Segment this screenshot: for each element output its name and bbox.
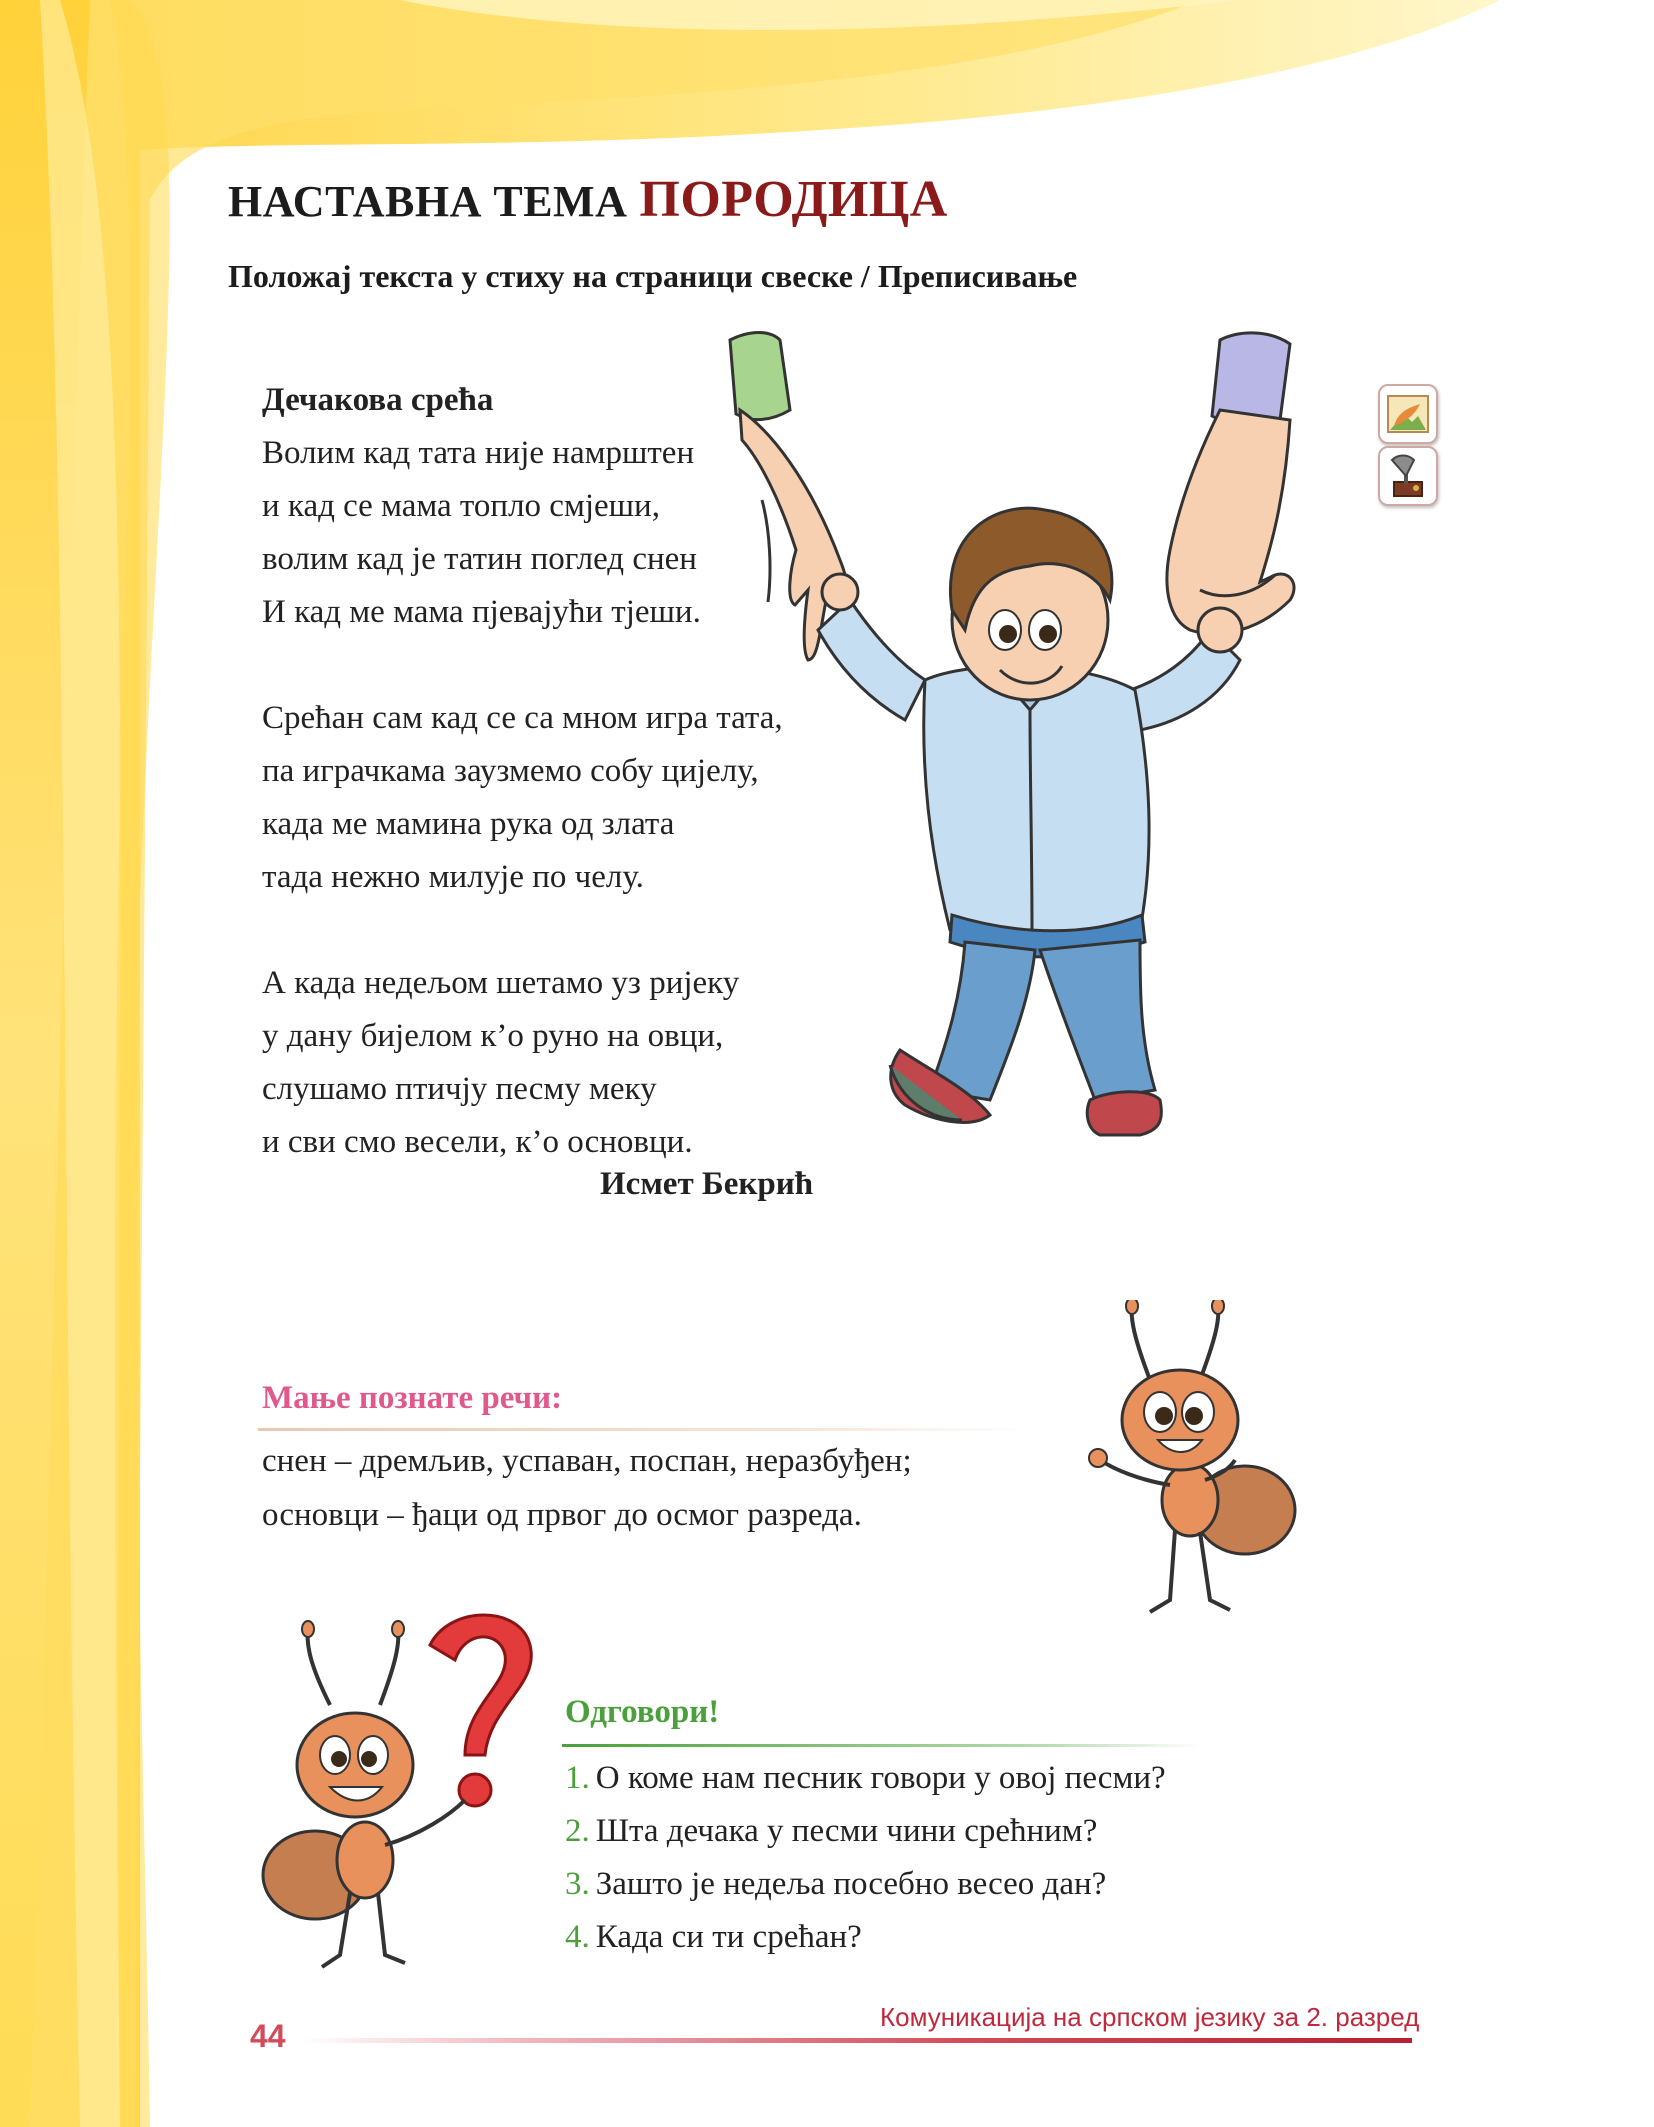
vocabulary-list [262,1434,912,1542]
question-number: 1. [565,1760,590,1796]
question-item [565,1858,1166,1911]
poem-line: у дану бијелом к’о руно на овци, [262,1018,724,1054]
gramophone-icon[interactable] [1378,446,1438,506]
question-text: О коме нам песник говори у овој песми? [595,1760,1166,1796]
poem-line: и сви смо весели, к’о основци. [262,1124,693,1160]
vocabulary-heading: Мање познате речи: [262,1380,563,1416]
poem-line: па играчкама заузмемо собу цијелу, [262,753,759,789]
book-title: Комуникација на српском језику за 2. разред [880,2002,1420,2032]
footer-divider [300,2038,1412,2043]
topic-title [228,170,948,229]
question-number: 2. [565,1813,590,1849]
answer-heading: Одговори! [565,1694,720,1730]
vocabulary-item: снен – дремљив, успаван, поспан, неразбуђен; [262,1443,912,1479]
poem-line: слушамо птичју песму меку [262,1071,657,1107]
question-item [565,1911,1166,1964]
poem-line: када ме мамина рука од злата [262,806,675,842]
poem-line: Волим кад тата није намрштен [262,435,695,471]
waving-ant-illustration [1080,1300,1300,1630]
image-icon[interactable] [1378,384,1438,444]
answer-underline [562,1744,1202,1747]
question-item [565,1805,1166,1858]
poem-line: и кад се мама топло смјеши, [262,488,660,524]
page-number: 44 [250,2018,286,2054]
poem-line: волим кад је татин поглед снен [262,541,697,577]
poem-title: Дечакова срећа [262,382,494,418]
question-item [565,1752,1166,1805]
poem-line: И кад ме мама пјевајући тјеши. [262,594,701,630]
poem-line: А када недељом шетамо уз ријеку [262,965,740,1001]
lesson-subtitle: Положај текста у стиху на страници свеске / Преписивање [228,258,1078,294]
question-text: Зашто је недеља посебно весео дан? [595,1866,1107,1902]
question-text: Шта дечака у песми чини срећним? [595,1813,1098,1849]
topic-label: НАСТАВНА ТЕМА [228,177,628,226]
question-text: Када си ти срећан? [595,1919,862,1955]
question-list [565,1752,1166,1964]
poem-line: тада нежно милује по челу. [262,859,644,895]
question-number: 3. [565,1866,590,1902]
question-number: 4. [565,1919,590,1955]
topic-name: ПОРОДИЦА [639,171,948,228]
boy-with-parents-illustration [700,330,1340,1160]
vocabulary-item: основци – ђаци од првог до осмог разреда. [262,1497,862,1533]
poem-author: Исмет Бекрић [600,1166,814,1202]
question-ant-illustration [260,1605,540,1985]
poem-line: Срећан сам кад се са мном игра тата, [262,700,783,736]
vocabulary-underline [258,1428,1028,1431]
